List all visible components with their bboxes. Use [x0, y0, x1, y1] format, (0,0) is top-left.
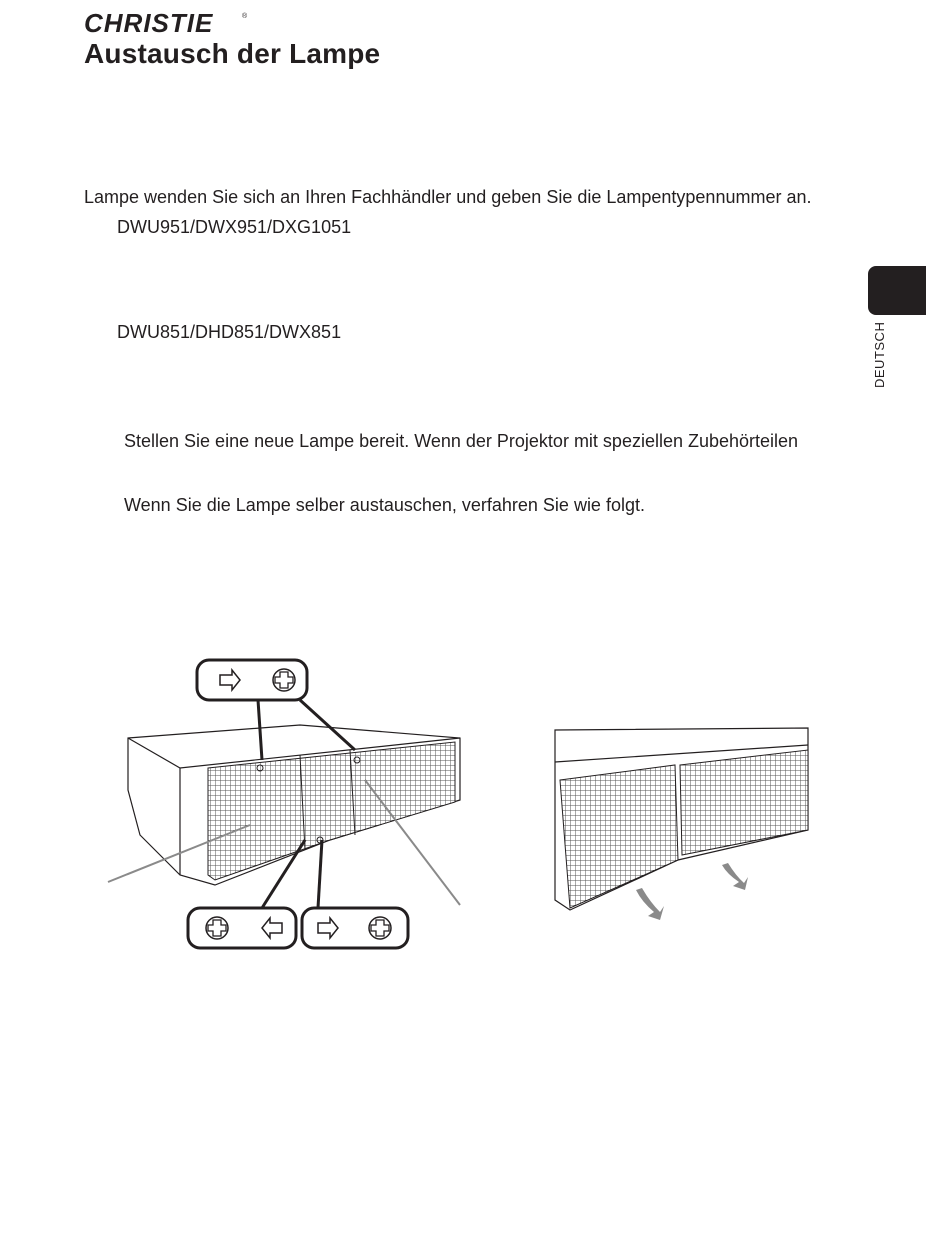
- intro-paragraph: Lampe wenden Sie sich an Ihren Fachhändler und geben Sie die Lampentypennummer an.: [84, 187, 812, 207]
- callout-bottom-right: [302, 840, 408, 948]
- projector-right: [555, 728, 808, 910]
- step-2-text: Wenn Sie die Lampe selber austauschen, verfahren Sie wie folgt.: [124, 495, 645, 515]
- model-list-1: DWU951/DWX951/DXG1051: [117, 217, 352, 237]
- language-tab: [868, 266, 926, 315]
- christie-logo: [84, 8, 254, 38]
- lamp-replacement-illustration: [0, 650, 950, 960]
- language-label: DEUTSCH: [872, 321, 887, 388]
- page-title: Austausch der Lampe: [84, 38, 381, 69]
- curved-arrow-icon: [722, 863, 748, 890]
- model-list-2: DWU851/DHD851/DWX851: [117, 322, 342, 342]
- svg-text:®: ®: [242, 13, 248, 20]
- step-1-text: Stellen Sie eine neue Lampe bereit. Wenn der Projektor mit speziellen Zubehörteilen: [124, 431, 799, 451]
- projector-left: [128, 725, 460, 885]
- svg-text:CHRISTIE: CHRISTIE: [84, 8, 214, 38]
- curved-arrow-icon: [636, 888, 664, 920]
